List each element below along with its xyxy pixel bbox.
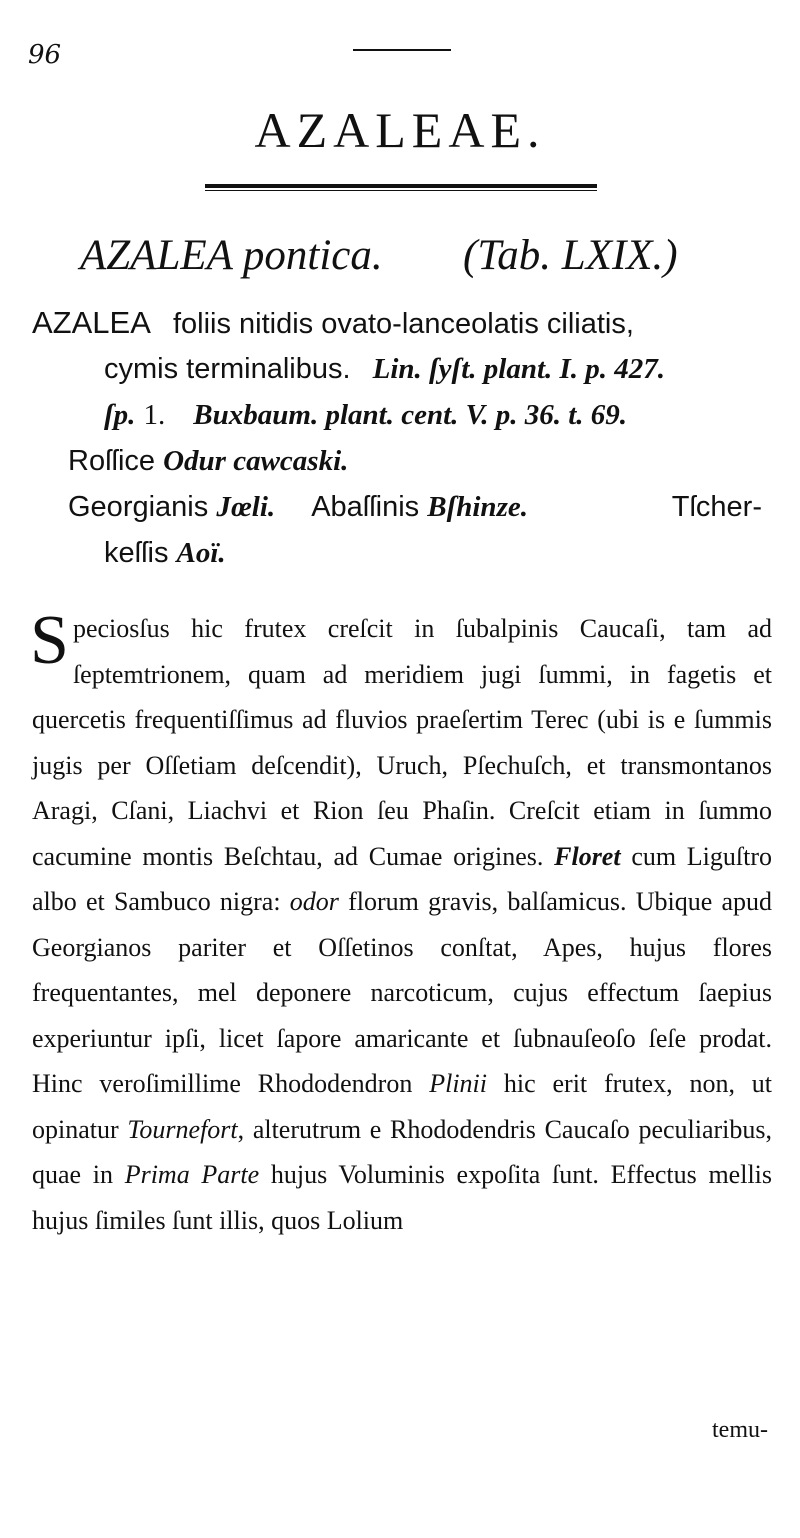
emphasis-odor: odor [289,887,339,916]
language-label: keſſis [104,537,169,569]
catchword: temu- [712,1417,768,1443]
author-plinii: Plinii [429,1069,487,1098]
page-title: AZALEAE. [254,102,546,158]
diagnosis-line [32,300,772,346]
vernacular-line [32,530,772,576]
language-label: Tſcher- [671,491,762,523]
plate-reference: (Tab. LXIX.) [463,232,678,279]
language-label: Georgianis [68,491,209,523]
emphasis-floret: Floret [554,841,621,871]
buxbaum-reference: Buxbaum. plant. cent. V. p. 36. t. 69. [193,399,628,431]
vernacular-name: Aoï. [176,537,226,569]
page-number: 96 [28,40,62,70]
species-heading [80,228,780,284]
author-tournefort: Tournefort [127,1114,238,1144]
body-text: peciosſus hic frutex creſcit in ſubalpinis Caucaſi, tam ad ſeptemtrionem, quam ad meridiem jugi ſummi, in fagetis et quercetis frequentiſſimus ad fluvios praeſertim Terec (ubi is e ſummis jugis per Oſſetiam deſcendit), Uruch, Pſechuſch, et transmontanos Aragi, Cſani, Liachvi et Rion ſeu Phaſin. Creſcit etiam in ſummo cacumine montis Beſchtau, ad Cumae origines. [32,614,772,871]
genus-name: AZALEA [32,305,151,340]
vernacular-name: Bſhinze. [427,491,528,523]
body-paragraph [30,602,773,1243]
header-rule [353,49,451,51]
vernacular-line [32,484,772,530]
diagnosis-text: cymis terminalibus. [104,353,351,385]
diagnosis-line [32,392,772,438]
species-number: 1. [143,399,166,431]
body-text: , alterutrum e Rhododendris Caucaſo peculiaribus, quae in [32,1114,773,1189]
linnaeus-reference: Lin. ſyſt. plant. I. p. 427. [372,353,666,385]
species-name: AZALEA pontica. [80,232,383,279]
reference-prima-parte: Prima Parte [124,1160,260,1189]
vernacular-name: Jœli. [216,491,276,523]
body-text: hujus Voluminis expoſita ſunt. Effectus mellis hujus ſimiles ſunt illis, quos Lolium [32,1160,773,1235]
body-text: hic erit frutex, non, ut opinatur [32,1069,773,1144]
vernacular-name: Odur cawcaski. [163,445,349,477]
language-label: Abaſſinis [311,491,420,523]
species-number-label: ſp. [104,399,136,431]
vernacular-line [32,438,772,484]
diagnosis-block [32,300,772,576]
title-double-rule [205,184,597,188]
diagnosis-text: foliis nitidis ovato-lanceolatis ciliatis, [172,308,634,340]
diagnosis-line [32,346,772,392]
body-text: cum Liguſtro albo et Sambuco nigra: [32,841,773,916]
body-text: florum gravis, balſamicus. Ubique apud Georgianos pariter et Oſſetinos conſtat, Apes, hujus flores frequentantes, mel deponere narcoticum, cujus effectum ſaepius experiuntur ipſi, licet ſapore amaricante et ſubnauſeoſo ſeſe prodat. Hinc veroſimillime Rhododendron [32,887,773,1098]
drop-cap: S [30,602,69,679]
language-label: Roſſice [68,445,156,477]
